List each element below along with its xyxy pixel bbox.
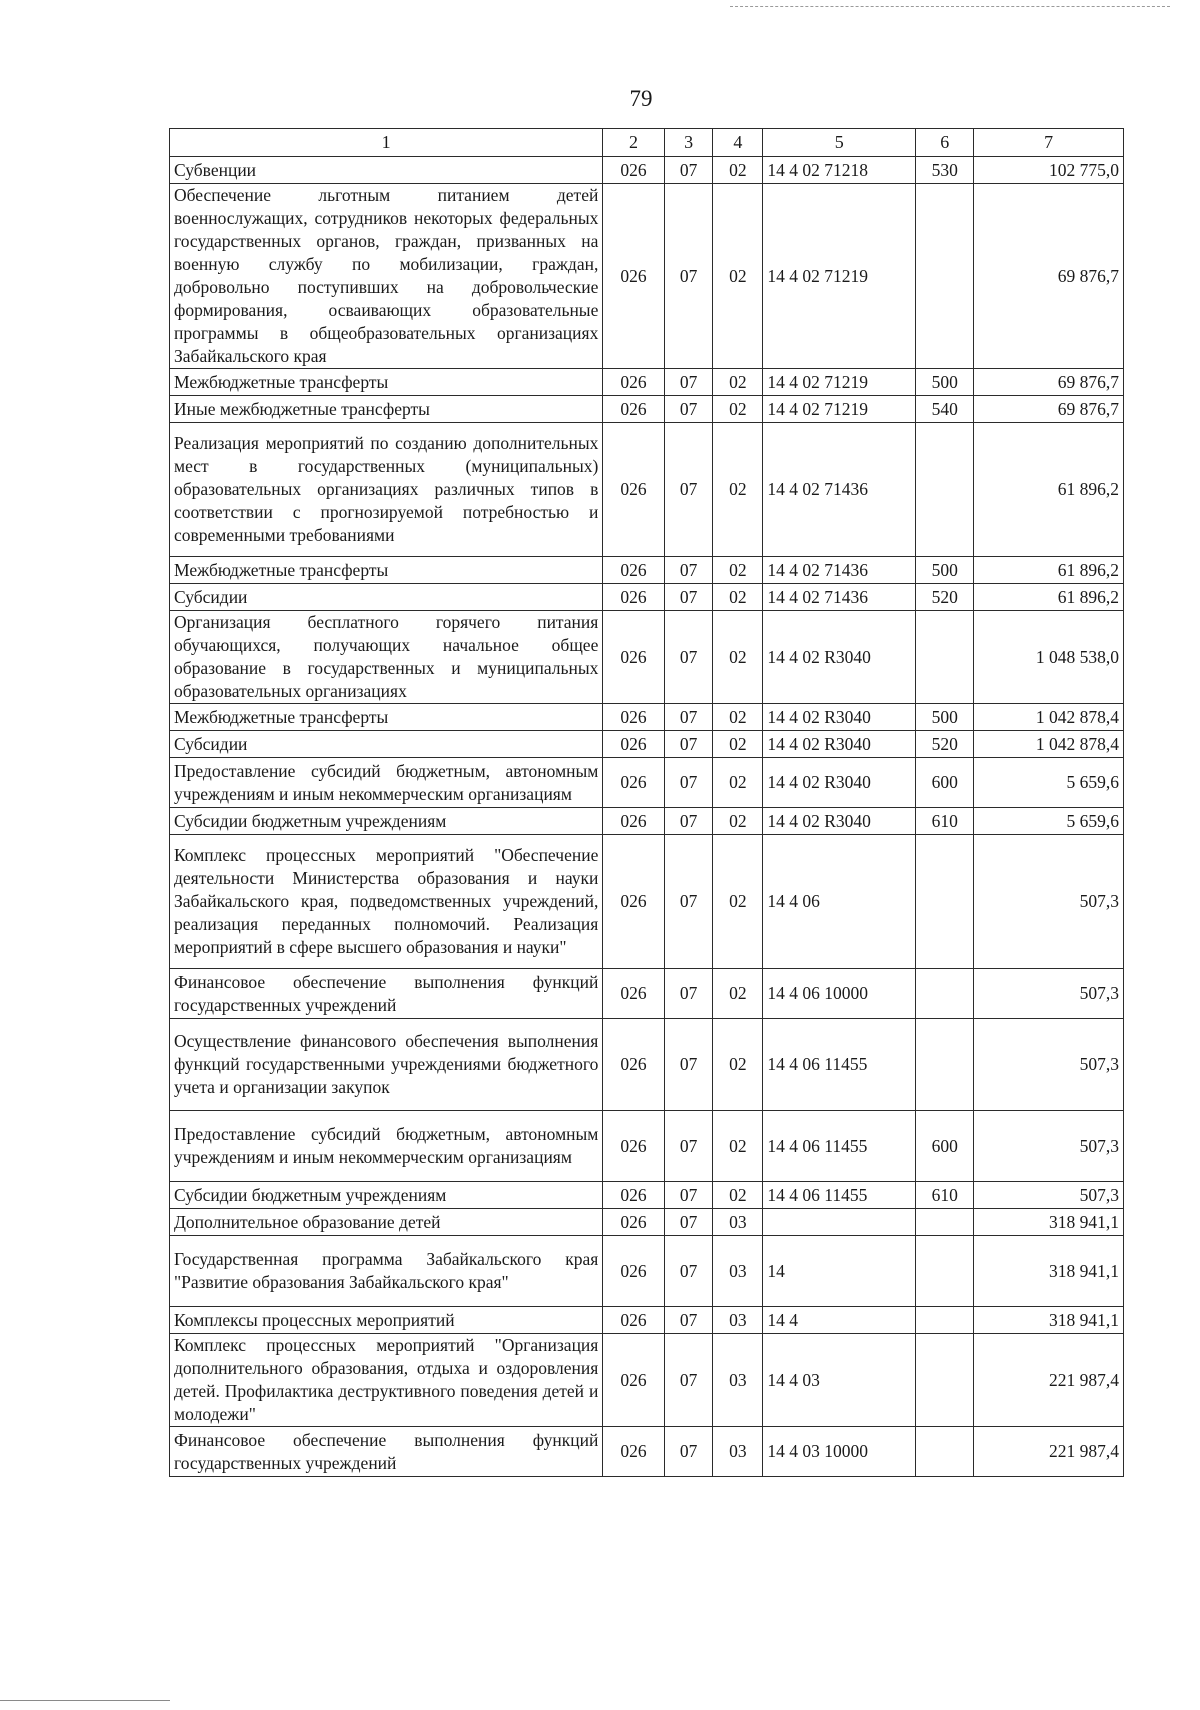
row-expense-type: 610 [916,1182,974,1209]
row-expense-type: 600 [916,758,974,808]
row-expense-type [916,184,974,369]
table-row [170,396,1124,423]
row-expense-type: 600 [916,1111,974,1182]
row-admin-code: 026 [603,1427,664,1477]
row-admin-code: 026 [603,557,664,584]
row-section-code: 07 [664,557,713,584]
row-description: Комплекс процессных мероприятий "Организация дополнительного образования, отдыха и оздоровления детей. Профилактика деструктивного поведения детей и молодежи" [170,1334,603,1427]
table-row [170,1209,1124,1236]
row-expense-type: 610 [916,808,974,835]
row-expense-type: 500 [916,704,974,731]
header-col-2: 2 [603,129,664,157]
row-subsection-code: 02 [713,584,763,611]
row-section-code: 07 [664,704,713,731]
header-row [170,129,1124,157]
row-subsection-code: 03 [713,1307,763,1334]
row-target-article: 14 4 02 R3040 [763,611,916,704]
row-section-code: 07 [664,396,713,423]
row-admin-code: 026 [603,157,664,184]
row-admin-code: 026 [603,1236,664,1307]
table-row [170,157,1124,184]
table-row [170,184,1124,369]
row-admin-code: 026 [603,758,664,808]
row-admin-code: 026 [603,1209,664,1236]
row-amount: 318 941,1 [974,1236,1124,1307]
row-subsection-code: 03 [713,1427,763,1477]
row-section-code: 07 [664,835,713,969]
table-body [170,157,1124,1477]
row-subsection-code: 02 [713,758,763,808]
row-target-article: 14 4 06 [763,835,916,969]
row-admin-code: 026 [603,1334,664,1427]
row-amount: 61 896,2 [974,557,1124,584]
row-expense-type [916,1236,974,1307]
row-section-code: 07 [664,1182,713,1209]
table-row [170,758,1124,808]
row-amount: 318 941,1 [974,1307,1124,1334]
row-amount: 221 987,4 [974,1427,1124,1477]
row-subsection-code: 02 [713,611,763,704]
table-header [170,129,1124,157]
table-row [170,584,1124,611]
row-admin-code: 026 [603,969,664,1019]
table-row [170,808,1124,835]
row-expense-type [916,1209,974,1236]
row-section-code: 07 [664,423,713,557]
row-expense-type [916,1307,974,1334]
row-admin-code: 026 [603,584,664,611]
row-target-article: 14 4 02 71219 [763,369,916,396]
row-target-article: 14 4 03 [763,1334,916,1427]
table-row [170,1307,1124,1334]
row-admin-code: 026 [603,808,664,835]
row-expense-type [916,1427,974,1477]
row-description: Субвенции [170,157,603,184]
table-row [170,969,1124,1019]
row-admin-code: 026 [603,184,664,369]
row-admin-code: 026 [603,1307,664,1334]
row-admin-code: 026 [603,369,664,396]
row-target-article: 14 4 [763,1307,916,1334]
header-col-7: 7 [974,129,1124,157]
row-subsection-code: 02 [713,704,763,731]
row-description: Межбюджетные трансферты [170,557,603,584]
row-target-article: 14 4 02 71219 [763,184,916,369]
row-subsection-code: 02 [713,369,763,396]
row-amount: 1 048 538,0 [974,611,1124,704]
row-section-code: 07 [664,758,713,808]
table-row [170,1236,1124,1307]
row-expense-type: 540 [916,396,974,423]
row-amount: 1 042 878,4 [974,704,1124,731]
table-row [170,1111,1124,1182]
table-row [170,611,1124,704]
row-amount: 61 896,2 [974,423,1124,557]
row-target-article: 14 4 02 71436 [763,584,916,611]
row-amount: 318 941,1 [974,1209,1124,1236]
row-amount: 69 876,7 [974,369,1124,396]
row-description: Предоставление субсидий бюджетным, автономным учреждениям и иным некоммерческим организациям [170,758,603,808]
row-amount: 507,3 [974,1182,1124,1209]
row-target-article: 14 4 02 71219 [763,396,916,423]
row-description: Комплексы процессных мероприятий [170,1307,603,1334]
row-description: Осуществление финансового обеспечения выполнения функций государственными учреждениями бюджетного учета и организации закупок [170,1019,603,1111]
row-target-article: 14 4 03 10000 [763,1427,916,1477]
row-target-article: 14 4 06 11455 [763,1111,916,1182]
row-amount: 5 659,6 [974,808,1124,835]
row-expense-type [916,611,974,704]
row-expense-type: 520 [916,584,974,611]
row-amount: 507,3 [974,835,1124,969]
row-section-code: 07 [664,969,713,1019]
header-col-4: 4 [713,129,763,157]
table-row [170,423,1124,557]
scan-artifact-bottom [0,1700,170,1701]
row-amount: 61 896,2 [974,584,1124,611]
row-target-article [763,1209,916,1236]
row-admin-code: 026 [603,396,664,423]
row-target-article: 14 4 02 R3040 [763,704,916,731]
row-subsection-code: 02 [713,184,763,369]
row-description: Иные межбюджетные трансферты [170,396,603,423]
row-target-article: 14 4 02 R3040 [763,808,916,835]
row-amount: 102 775,0 [974,157,1124,184]
row-description: Предоставление субсидий бюджетным, автономным учреждениям и иным некоммерческим организациям [170,1111,603,1182]
row-subsection-code: 03 [713,1334,763,1427]
row-description: Финансовое обеспечение выполнения функций государственных учреждений [170,1427,603,1477]
header-col-6: 6 [916,129,974,157]
row-description: Дополнительное образование детей [170,1209,603,1236]
row-section-code: 07 [664,1209,713,1236]
row-amount: 221 987,4 [974,1334,1124,1427]
row-description: Субсидии бюджетным учреждениям [170,1182,603,1209]
row-section-code: 07 [664,731,713,758]
row-description: Межбюджетные трансферты [170,704,603,731]
row-amount: 69 876,7 [974,184,1124,369]
row-target-article: 14 4 06 10000 [763,969,916,1019]
row-target-article: 14 4 06 11455 [763,1182,916,1209]
row-target-article: 14 4 02 R3040 [763,758,916,808]
row-admin-code: 026 [603,1019,664,1111]
row-section-code: 07 [664,157,713,184]
header-col-5: 5 [763,129,916,157]
table-row [170,1427,1124,1477]
row-section-code: 07 [664,369,713,396]
row-amount: 507,3 [974,969,1124,1019]
row-admin-code: 026 [603,423,664,557]
row-expense-type [916,1019,974,1111]
row-target-article: 14 4 02 R3040 [763,731,916,758]
row-target-article: 14 4 02 71436 [763,423,916,557]
row-subsection-code: 02 [713,396,763,423]
table-row [170,1334,1124,1427]
row-section-code: 07 [664,1334,713,1427]
row-description: Субсидии [170,584,603,611]
row-description: Реализация мероприятий по созданию дополнительных мест в государственных (муниципальных) образовательных организациях различных типов в соответствии с прогнозируемой потребностью и современными требованиями [170,423,603,557]
row-description: Комплекс процессных мероприятий "Обеспечение деятельности Министерства образования и науки Забайкальского края, подведомственных учреждений, реализация переданных полномочий. Реализация мероприятий в сфере высшего образования и науки" [170,835,603,969]
header-col-3: 3 [664,129,713,157]
row-target-article: 14 [763,1236,916,1307]
row-admin-code: 026 [603,1111,664,1182]
row-subsection-code: 03 [713,1209,763,1236]
table-row [170,731,1124,758]
row-description: Финансовое обеспечение выполнения функций государственных учреждений [170,969,603,1019]
row-subsection-code: 02 [713,835,763,969]
row-section-code: 07 [664,184,713,369]
row-section-code: 07 [664,584,713,611]
row-admin-code: 026 [603,704,664,731]
row-section-code: 07 [664,611,713,704]
budget-table [169,128,1124,1477]
header-col-1: 1 [170,129,603,157]
table-row [170,557,1124,584]
row-description: Государственная программа Забайкальского края "Развитие образования Забайкальского края" [170,1236,603,1307]
row-description: Субсидии [170,731,603,758]
row-expense-type: 520 [916,731,974,758]
row-subsection-code: 02 [713,1182,763,1209]
table-row [170,704,1124,731]
row-amount: 507,3 [974,1019,1124,1111]
row-section-code: 07 [664,1236,713,1307]
row-section-code: 07 [664,1111,713,1182]
page-number: 79 [629,86,653,111]
row-amount: 1 042 878,4 [974,731,1124,758]
row-description: Межбюджетные трансферты [170,369,603,396]
row-amount: 507,3 [974,1111,1124,1182]
row-expense-type: 530 [916,157,974,184]
row-amount: 69 876,7 [974,396,1124,423]
table-row [170,835,1124,969]
row-subsection-code: 02 [713,557,763,584]
row-subsection-code: 03 [713,1236,763,1307]
row-section-code: 07 [664,1427,713,1477]
row-expense-type [916,1334,974,1427]
row-subsection-code: 02 [713,1111,763,1182]
row-admin-code: 026 [603,1182,664,1209]
row-expense-type [916,969,974,1019]
row-target-article: 14 4 06 11455 [763,1019,916,1111]
row-section-code: 07 [664,808,713,835]
table-row [170,1182,1124,1209]
row-admin-code: 026 [603,731,664,758]
row-section-code: 07 [664,1019,713,1111]
row-expense-type [916,835,974,969]
row-subsection-code: 02 [713,808,763,835]
table-row [170,1019,1124,1111]
row-subsection-code: 02 [713,731,763,758]
row-expense-type: 500 [916,369,974,396]
row-expense-type [916,423,974,557]
table-row [170,369,1124,396]
row-amount: 5 659,6 [974,758,1124,808]
row-description: Обеспечение льготным питанием детей военнослужащих, сотрудников некоторых федеральных государственных органов, граждан, призванных на военную службу по мобилизации, граждан, добровольно поступивших на добровольческие формирования, осваивающих образовательные программы в общеобразовательных организациях Забайкальского края [170,184,603,369]
row-subsection-code: 02 [713,157,763,184]
row-subsection-code: 02 [713,969,763,1019]
row-subsection-code: 02 [713,1019,763,1111]
row-target-article: 14 4 02 71218 [763,157,916,184]
row-subsection-code: 02 [713,423,763,557]
row-section-code: 07 [664,1307,713,1334]
row-admin-code: 026 [603,835,664,969]
row-description: Субсидии бюджетным учреждениям [170,808,603,835]
row-expense-type: 500 [916,557,974,584]
row-target-article: 14 4 02 71436 [763,557,916,584]
scan-artifact-top [730,6,1170,7]
row-admin-code: 026 [603,611,664,704]
row-description: Организация бесплатного горячего питания обучающихся, получающих начальное общее образование в государственных и муниципальных образовательных организациях [170,611,603,704]
